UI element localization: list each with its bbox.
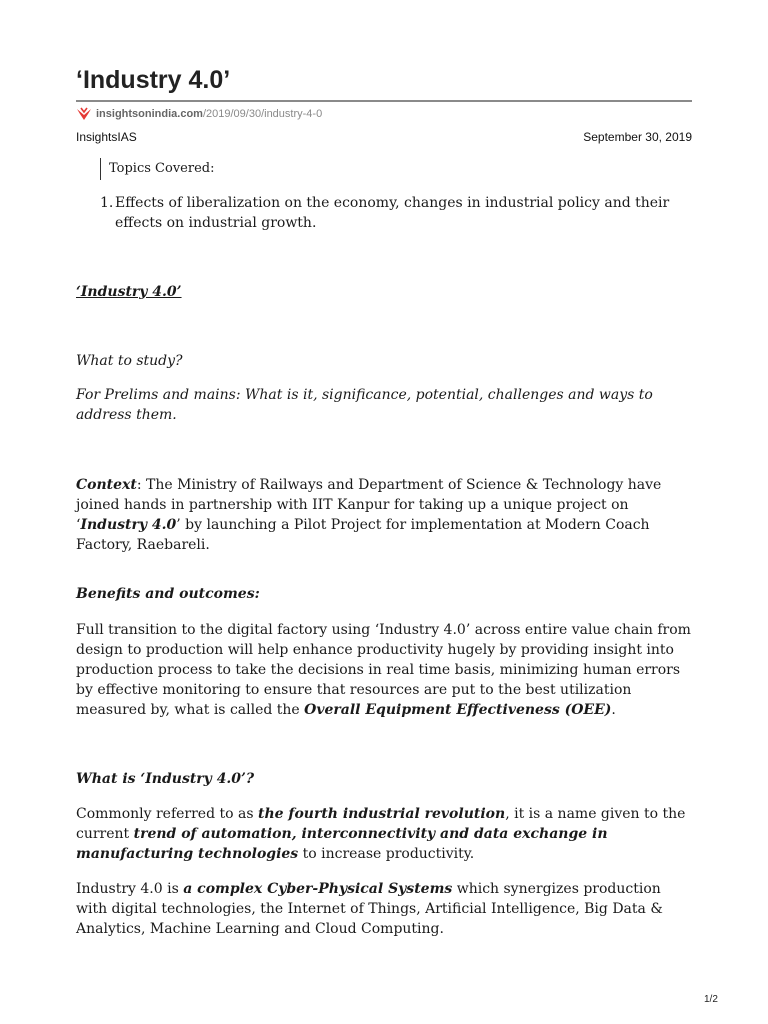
benefits-text: Full transition to the digital factory using ‘Industry 4.0’ across entire value chain from design to production will help enhance productivity hugely by providing insight into production process to take the decisions in real time basis, minimizing human errors by effective monitoring to ensure that resources are put to the best utilization measured by, what is called the [76, 622, 691, 718]
insights-logo-icon [76, 107, 92, 121]
list-item-number: 1. [100, 195, 114, 211]
page-number: 1/2 [704, 994, 718, 1005]
page-title: ‘Industry 4.0’ [76, 66, 231, 94]
what-is-heading: What is ‘Industry 4.0’? [76, 771, 255, 787]
prelims-mains-note: For Prelims and mains: What is it, significance, potential, challenges and ways to address them. [76, 387, 653, 423]
benefits-emphasis: Overall Equipment Effectiveness (OEE) [304, 702, 612, 718]
source-url[interactable] [76, 107, 322, 121]
text-span: , it is a name given to the current [76, 806, 686, 842]
source-path[interactable]: /2019/09/30/industry-4-0 [202, 108, 323, 120]
emphasis-revolution: the fourth industrial revolution [258, 806, 506, 822]
topics-covered-label: Topics Covered: [100, 158, 214, 180]
benefits-end: . [611, 702, 616, 718]
what-is-paragraph-2 [76, 879, 692, 939]
context-label: Context [76, 477, 137, 493]
emphasis-cps: a complex Cyber-Physical Systems [183, 881, 453, 897]
author: InsightsIAS [76, 130, 137, 144]
context-text: : The Ministry of Railways and Department of Science & Technology have joined hands in partnership with IIT Kanpur for taking up a unique project on ‘ [76, 477, 662, 533]
what-is-paragraph-1 [76, 804, 692, 864]
context-emphasis: Industry 4.0 [80, 517, 177, 533]
meta-row [76, 130, 692, 144]
publish-date: September 30, 2019 [583, 130, 692, 144]
title-divider [76, 100, 692, 102]
what-to-study: What to study? [76, 353, 183, 369]
list-item-text: Effects of liberalization on the economy, changes in industrial policy and their effects on industrial growth. [115, 195, 670, 231]
context-text-end: ’ by launching a Pilot Project for implementation at Modern Coach Factory, Raebareli. [76, 517, 650, 553]
text-span: Commonly referred to as [76, 806, 258, 822]
topics-list [100, 193, 680, 233]
benefits-heading: Benefits and outcomes: [76, 586, 260, 602]
source-domain[interactable]: insightsonindia.com [96, 108, 203, 120]
text-span: which synergizes production with digital technologies, the Internet of Things, Artificial Intelligence, Big Data & Analytics, Machine Learning and Cloud Computing. [76, 881, 663, 937]
emphasis-trend: trend of automation, interconnectivity and data exchange in manufacturing technologies [76, 826, 608, 862]
list-item [100, 193, 680, 233]
text-span: Industry 4.0 is [76, 881, 184, 897]
benefits-paragraph [76, 620, 692, 720]
context-paragraph [76, 475, 692, 555]
text-span: to increase productivity. [298, 846, 475, 862]
article-heading: ‘Industry 4.0’ [76, 284, 182, 300]
